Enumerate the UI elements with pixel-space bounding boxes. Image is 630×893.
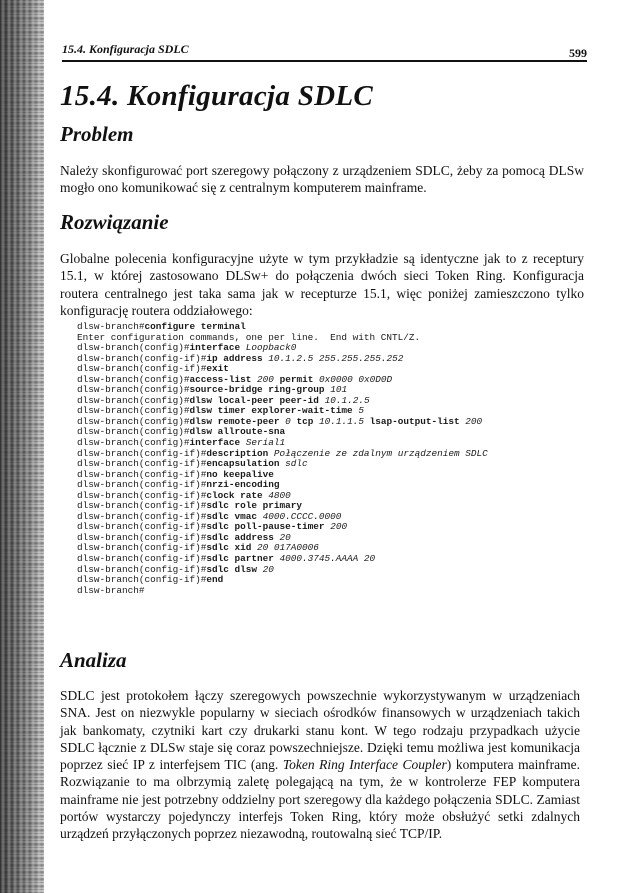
- code-argument: Połączenie ze zdalnym urządzeniem SDLC: [273, 447, 488, 459]
- code-prompt: dlsw-branch(config)#: [77, 373, 190, 385]
- code-prompt: dlsw-branch(config)#: [77, 342, 190, 354]
- header-rule: [62, 60, 587, 62]
- code-argument: sdlc: [285, 458, 308, 470]
- analysis-heading: Analiza: [60, 648, 127, 672]
- code-prompt: dlsw-branch(config-if)#: [77, 352, 207, 364]
- code-command: sdlc role primary: [206, 500, 303, 512]
- analysis-italic-run: Token Ring Interface Coupler: [282, 757, 447, 773]
- code-argument: 200: [257, 373, 280, 385]
- code-command: dlsw local-peer peer-id: [189, 394, 325, 406]
- page-header: [62, 42, 587, 62]
- code-argument: 4000.CCCC.0000: [262, 510, 342, 522]
- code-prompt: dlsw-branch(config)#: [77, 426, 190, 438]
- code-command: interface: [189, 342, 246, 354]
- code-command: source-bridge ring-group: [189, 384, 331, 396]
- code-argument: 20 017A0006: [257, 542, 319, 554]
- code-command: description: [206, 447, 274, 459]
- running-title: 15.4. Konfiguracja SDLC: [62, 42, 189, 56]
- code-command: nrzi-encoding: [206, 479, 280, 491]
- problem-text: Należy skonfigurować port szeregowy połączony z urządzeniem SDLC, żeby za pomocą DLSw mogło ono komunikować się z centralnym komputerem mainframe.: [60, 163, 584, 196]
- code-line: [77, 575, 587, 586]
- code-prompt: dlsw-branch(config-if)#: [77, 521, 207, 533]
- code-command: lsap-output-list: [369, 415, 466, 427]
- code-command: dlsw allroute-sna: [189, 426, 286, 438]
- code-prompt: dlsw-branch(config-if)#: [77, 574, 207, 586]
- code-command: dlsw timer explorer-wait-time: [189, 405, 359, 417]
- code-prompt: dlsw-branch(config)#: [77, 405, 190, 417]
- code-prompt: dlsw-branch(config-if)#: [77, 510, 207, 522]
- analysis-text-run: ) komputera mainframe. Rozwiązanie to ma olbrzymią zaletę polegającą na tym, że w kontrolerze FEP komputera mainframe nie jest potrzebny oddzielny port szeregowy dla każdego połączenia SDLC. Zamiast portów wystarczy pojedynczy interfejs Token Ring, który może obsłużyć setki zdalnych urządzeń przyłączonych poprzez niezawodną, routowalną sieć TCP/IP.: [60, 757, 580, 842]
- code-command: dlsw remote-peer: [189, 415, 286, 427]
- analysis-text-run: SDLC jest protokołem łączy szeregowych powszechnie wykorzystywanym w urządzeniach SNA. Jest on niezwykle popularny w sieciach ośrodków finansowych w urządzeniach takich jak bankomaty, czytniki kart czy drukarki stanu kont. W tego rodzaju przypadkach użycie SDLC łącznie z DLSw staje się coraz powszechniejsze. Dzięki temu możliwa jest komunikacja poprzez sieć IP z interfejsem TIC (ang.: [60, 688, 580, 773]
- code-command: ip address: [206, 352, 269, 364]
- code-argument: 0x0000 0x0D0D: [318, 373, 393, 385]
- code-command: interface: [189, 437, 246, 449]
- code-prompt: dlsw-branch(config)#: [77, 394, 190, 406]
- code-command: sdlc partner: [206, 553, 280, 565]
- solution-text: Globalne polecenia konfiguracyjne użyte w tym przykładzie są identyczne jak to z recepturу 15.1, w której zastosowano DLSw+ do połączenia dwóch sieci Token Ring. Konfiguracja routera centralnego jest taka sama jak w recepturze 15.1, więc poniżej zamieszczono tylko konfigurację routera oddziałowego:: [60, 251, 584, 318]
- code-argument: 101: [330, 384, 348, 396]
- code-prompt: dlsw-branch(config-if)#: [77, 458, 207, 470]
- code-command: configure terminal: [144, 321, 246, 332]
- code-prompt: dlsw-branch(config-if)#: [77, 553, 207, 565]
- code-command: access-list: [189, 373, 258, 385]
- code-line: [77, 586, 587, 597]
- code-prompt: dlsw-branch(config)#: [77, 415, 190, 427]
- code-prompt: dlsw-branch(config-if)#: [77, 479, 207, 491]
- code-prompt: dlsw-branch(config-if)#: [77, 563, 207, 575]
- code-prompt: dlsw-branch#: [77, 584, 145, 596]
- code-command: sdlc poll-pause-timer: [206, 521, 331, 533]
- code-prompt: dlsw-branch(config-if)#: [77, 489, 207, 501]
- solution-heading: Rozwiązanie: [60, 210, 169, 234]
- code-prompt: Enter configuration commands, one per line. End with CNTL/Z.: [77, 331, 421, 343]
- code-prompt: dlsw-branch(config)#: [77, 437, 190, 449]
- code-command: clock rate: [206, 489, 269, 501]
- code-command: tcp: [296, 415, 319, 427]
- code-argument: 200: [330, 521, 348, 533]
- code-prompt: dlsw-branch(config-if)#: [77, 500, 207, 512]
- code-command: sdlc xid: [206, 542, 258, 554]
- code-argument: Loopback0: [245, 342, 297, 354]
- code-command: encapsulation: [206, 458, 286, 470]
- code-argument: 4000.3745.AAAA 20: [279, 553, 376, 565]
- code-command: exit: [206, 363, 229, 375]
- code-command: end: [206, 574, 224, 586]
- code-listing: [77, 322, 587, 596]
- code-argument: 0: [285, 415, 297, 427]
- code-argument: 10.1.1.5: [318, 415, 370, 427]
- code-prompt: dlsw-branch(config-if)#: [77, 542, 207, 554]
- code-prompt: dlsw-branch(config)#: [77, 384, 190, 396]
- code-command: sdlc address: [206, 531, 280, 543]
- code-argument: 10.1.2.5 255.255.255.252: [268, 352, 404, 364]
- code-command: sdlc dlsw: [206, 563, 263, 575]
- code-prompt: dlsw-branch(config-if)#: [77, 531, 207, 543]
- code-prompt: dlsw-branch(config-if)#: [77, 447, 207, 459]
- analysis-text: [60, 687, 580, 843]
- code-command: sdlc vmac: [206, 510, 263, 522]
- book-spine-texture: [0, 0, 44, 893]
- code-command: permit: [279, 373, 319, 385]
- problem-heading: Problem: [60, 122, 134, 146]
- code-prompt: dlsw-branch(config-if)#: [77, 468, 207, 480]
- code-argument: 20: [279, 531, 291, 543]
- code-argument: 10.1.2.5: [324, 394, 370, 406]
- chapter-title: 15.4. Konfiguracja SDLC: [60, 80, 374, 112]
- code-argument: 200: [465, 415, 483, 427]
- code-argument: 5: [358, 405, 364, 417]
- page-number: 599: [569, 46, 587, 60]
- code-prompt: dlsw-branch#: [77, 321, 145, 332]
- code-command: no keepalive: [206, 468, 274, 480]
- code-argument: 4800: [268, 489, 291, 501]
- code-prompt: dlsw-branch(config-if)#: [77, 363, 207, 375]
- code-argument: Serial1: [245, 437, 286, 449]
- code-argument: 20: [262, 563, 274, 575]
